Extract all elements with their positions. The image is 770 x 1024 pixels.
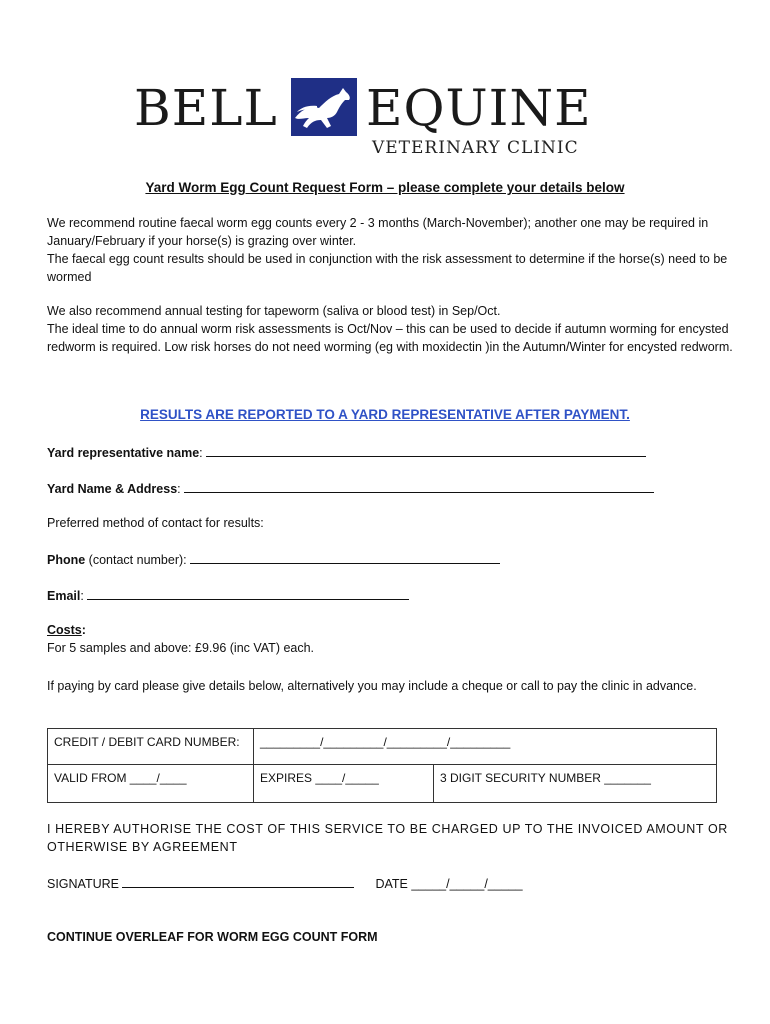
yard-name-blank[interactable] [184,481,654,493]
form-title-text: Yard Worm Egg Count Request Form – please complete your details below [145,180,625,195]
horse-logo-icon [291,78,357,136]
expires-input[interactable]: EXPIRES ____/_____ [254,765,434,803]
yard-rep-blank[interactable] [206,445,646,457]
card-number-input[interactable]: _________/_________/_________/_________ [254,729,717,765]
signature-blank[interactable] [122,876,354,888]
intro-paragraph [47,214,737,286]
costs-line: For 5 samples and above: £9.96 (inc VAT) each. [47,641,315,655]
costs-heading-line: Costs: [47,623,86,637]
intro-line-2: The faecal egg count results should be used in conjunction with the risk assessment to determine if the horse(s) need to be wormed [47,252,728,284]
email-label: Email [47,589,81,603]
intro-paragraph-2 [47,302,737,356]
email-blank[interactable] [87,588,409,600]
intro-line-1: We recommend routine faecal worm egg counts every 2 - 3 months (March-November); another one may be required in January/February if your horse(s) is grazing over winter. [47,216,709,248]
yard-name-field[interactable]: Yard Name & Address: [47,481,654,496]
phone-blank[interactable] [190,552,500,564]
costs-heading: Costs [47,623,82,637]
yard-name-label: Yard Name & Address [47,482,178,496]
logo-word-left: BELL [134,79,278,137]
date-field[interactable]: DATE _____/_____/_____ [375,877,523,891]
card-details-table [47,728,717,803]
form-title [0,180,770,195]
phone-field[interactable] [47,552,500,567]
authorisation-statement: I HEREBY AUTHORISE THE COST OF THIS SERVICE TO BE CHARGED UP TO THE INVOICED AMOUNT OR OTHERWISE BY AGREEMENT [47,822,728,854]
contact-preference: Preferred method of contact for results: [47,516,264,530]
logo-subtitle: VETERINARY CLINIC [372,138,579,158]
valid-from-input[interactable]: VALID FROM ____/____ [48,765,254,803]
logo-word-right: EQUINE [366,79,592,137]
table-row [48,765,717,803]
yard-rep-label: Yard representative name [47,446,200,460]
intro2-line-2: The ideal time to do annual worm risk assessments is Oct/Nov – this can be used to decide if autumn worming for encysted redworm is required. Low risk horses do not need worming (eg with moxidectin )in the Autumn/Winter for encysted redworm. [47,322,733,354]
signature-label: SIGNATURE [47,877,119,891]
yard-rep-field[interactable]: Yard representative name: [47,445,646,460]
card-number-label: CREDIT / DEBIT CARD NUMBER: [48,729,254,765]
phone-label: Phone [47,553,86,567]
payment-note: If paying by card please give details below, alternatively you may include a cheque or call to pay the clinic in advance. [47,679,697,693]
email-field[interactable]: Email: [47,588,409,603]
table-row [48,729,717,765]
phone-hint: (contact number): [85,553,191,567]
security-number-input[interactable]: 3 DIGIT SECURITY NUMBER _______ [434,765,717,803]
intro2-line-1: We also recommend annual testing for tapeworm (saliva or blood test) in Sep/Oct. [47,304,501,318]
results-notice: RESULTS ARE REPORTED TO A YARD REPRESENTATIVE AFTER PAYMENT. [140,407,630,422]
clinic-logo [0,76,770,160]
signature-field[interactable] [47,876,523,891]
continue-note: CONTINUE OVERLEAF FOR WORM EGG COUNT FORM [47,930,378,944]
